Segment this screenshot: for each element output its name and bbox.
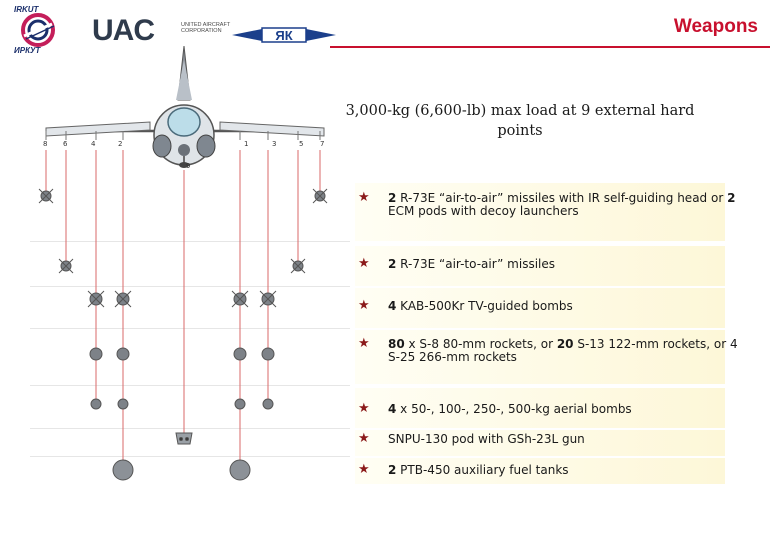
star-icon: ★ [358,431,370,446]
bomb-icon [118,399,128,409]
rocket-pod-icon [262,348,274,360]
store-icons [39,189,327,480]
aircraft-front-view [46,46,324,168]
rocket-pod-icon [90,348,102,360]
fuel-tank-icon [230,460,250,480]
hardpoint-number: 5 [299,140,304,148]
star-icon: ★ [358,401,370,416]
hardpoint-number: 1 [244,140,249,148]
uac-subtitle: UNITED AIRCRAFT CORPORATION [181,22,231,34]
fuel-tank-icon [113,460,133,480]
hardpoint-number: 6 [63,140,68,148]
page-title: Weapons [673,16,758,37]
hardpoint-number: 9 [186,162,191,170]
star-icon: ★ [358,190,370,205]
star-icon: ★ [358,336,370,351]
max-load-caption: 3,000-kg (6,600-lb) max load at 9 external hard points [345,103,695,139]
drop-lines [46,150,320,470]
gun-pod-icon [176,433,192,444]
star-icon: ★ [358,298,370,313]
rocket-pod-icon [234,348,246,360]
irkut-label: IRKUT [14,5,39,14]
rocket-pod-icon [117,348,129,360]
hardpoint-number: 7 [320,140,325,148]
star-icon: ★ [358,256,370,271]
hardpoint-number: 3 [272,140,277,148]
star-icon: ★ [358,462,370,477]
hardpoint-number: 2 [118,140,123,148]
yak-logo-text: ЯК [275,28,293,43]
uac-logo: UAC [92,14,154,47]
bomb-icon [91,399,101,409]
hardpoint-number: 8 [43,140,48,148]
bomb-icon [263,399,273,409]
bomb-icon [235,399,245,409]
irkut-label-cyrillic: ИРКУТ [14,46,41,55]
hardpoint-number: 4 [91,140,96,148]
